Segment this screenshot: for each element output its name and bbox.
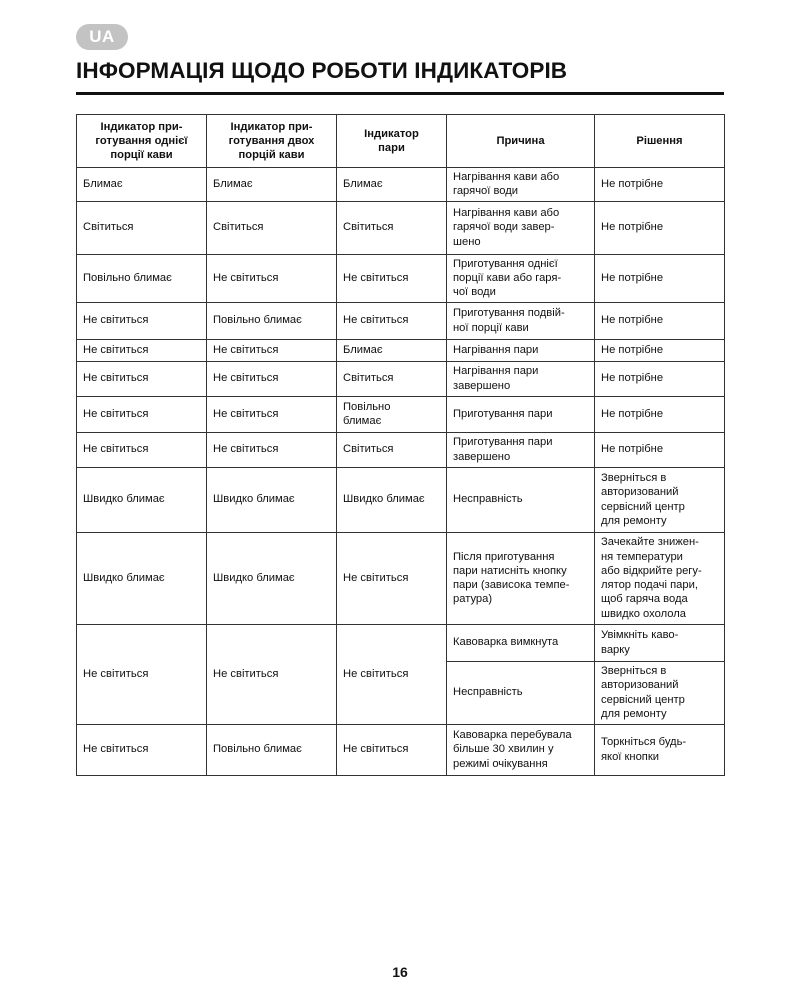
cell-steam: Світиться [337,361,447,396]
cell-solution: Не потрібне [595,168,725,202]
table-row [77,724,725,775]
cell-two-cups: Швидко блимає [207,532,337,624]
cell-solution: Не потрібне [595,361,725,396]
page-number: 16 [392,964,408,980]
cell-steam: Світиться [337,432,447,467]
cell-one-cup: Не світиться [77,432,207,467]
cell-one-cup: Не світиться [77,624,207,724]
cell-solution: Зверніться в авторизований сервісний центр для ремонту [595,467,725,532]
cell-steam: Блимає [337,339,447,361]
cell-cause: Приготування пари завершено [447,432,595,467]
cell-solution: Не потрібне [595,254,725,302]
cell-solution: Не потрібне [595,302,725,339]
table-header-row [77,115,725,168]
cell-solution: Зачекайте знижен- ня температури або відкрийте регу- лятор подачі пари, щоб гаряча вода швидко охолола [595,532,725,624]
table-row [77,432,725,467]
cell-steam: Блимає [337,168,447,202]
cell-two-cups: Не світиться [207,339,337,361]
cell-steam: Швидко блимає [337,467,447,532]
cell-one-cup: Блимає [77,168,207,202]
cell-solution: Не потрібне [595,432,725,467]
table-row [77,339,725,361]
page-title: ІНФОРМАЦІЯ ЩОДО РОБОТИ ІНДИКАТОРІВ [76,58,568,83]
cell-two-cups: Швидко блимає [207,467,337,532]
cell-cause: Нагрівання пари завершено [447,361,595,396]
cell-cause: Приготування пари [447,396,595,432]
cell-one-cup: Швидко блимає [77,532,207,624]
cell-cause: Кавоварка вимкнута [447,624,595,661]
cell-steam: Не світиться [337,724,447,775]
table-row [77,302,725,339]
cell-one-cup: Не світиться [77,302,207,339]
cell-cause: Приготування однієї порції кави або гаря- чої води [447,254,595,302]
cell-steam: Не світиться [337,254,447,302]
cell-steam: Повільно блимає [337,396,447,432]
cell-solution: Увімкніть каво- варку [595,624,725,661]
cell-cause: Нагрівання пари [447,339,595,361]
table-row [77,201,725,254]
cell-steam: Не світиться [337,624,447,724]
cell-cause: Несправність [447,661,595,724]
table-row [77,467,725,532]
cell-cause: Кавоварка перебувала більше 30 хвилин у режимі очікування [447,724,595,775]
indicator-status-table [76,114,725,776]
cell-two-cups: Повільно блимає [207,724,337,775]
cell-cause: Після приготування пари натисніть кнопку пари (зависока темпе- ратура) [447,532,595,624]
table-row [77,396,725,432]
header-solution: Рішення [595,115,725,168]
cell-cause: Несправність [447,467,595,532]
title-divider [76,92,724,95]
cell-two-cups: Блимає [207,168,337,202]
language-badge: UA [76,24,128,50]
cell-steam: Не світиться [337,302,447,339]
cell-two-cups: Не світиться [207,254,337,302]
header-steam-indicator: Індикатор пари [337,115,447,168]
cell-one-cup: Світиться [77,201,207,254]
cell-two-cups: Не світиться [207,396,337,432]
cell-one-cup: Не світиться [77,396,207,432]
cell-two-cups: Не світиться [207,361,337,396]
cell-steam: Не світиться [337,532,447,624]
cell-steam: Світиться [337,201,447,254]
cell-two-cups: Не світиться [207,432,337,467]
header-two-cups-indicator: Індикатор при- готування двох порцій кави [207,115,337,168]
cell-one-cup: Швидко блимає [77,467,207,532]
cell-one-cup: Повільно блимає [77,254,207,302]
cell-solution: Зверніться в авторизований сервісний центр для ремонту [595,661,725,724]
header-one-cup-indicator: Індикатор при- готування однієї порції кави [77,115,207,168]
cell-cause: Нагрівання кави або гарячої води [447,168,595,202]
table-row [77,532,725,624]
cell-one-cup: Не світиться [77,339,207,361]
header-cause: Причина [447,115,595,168]
cell-one-cup: Не світиться [77,361,207,396]
cell-solution: Не потрібне [595,396,725,432]
table-row [77,624,725,661]
table-row [77,254,725,302]
cell-two-cups: Повільно блимає [207,302,337,339]
cell-one-cup: Не світиться [77,724,207,775]
cell-solution: Торкніться будь- якої кнопки [595,724,725,775]
cell-solution: Не потрібне [595,201,725,254]
cell-solution: Не потрібне [595,339,725,361]
cell-two-cups: Світиться [207,201,337,254]
cell-cause: Нагрівання кави або гарячої води завер- шено [447,201,595,254]
cell-cause: Приготування подвій- ної порції кави [447,302,595,339]
table-row [77,168,725,202]
cell-two-cups: Не світиться [207,624,337,724]
table-row [77,361,725,396]
